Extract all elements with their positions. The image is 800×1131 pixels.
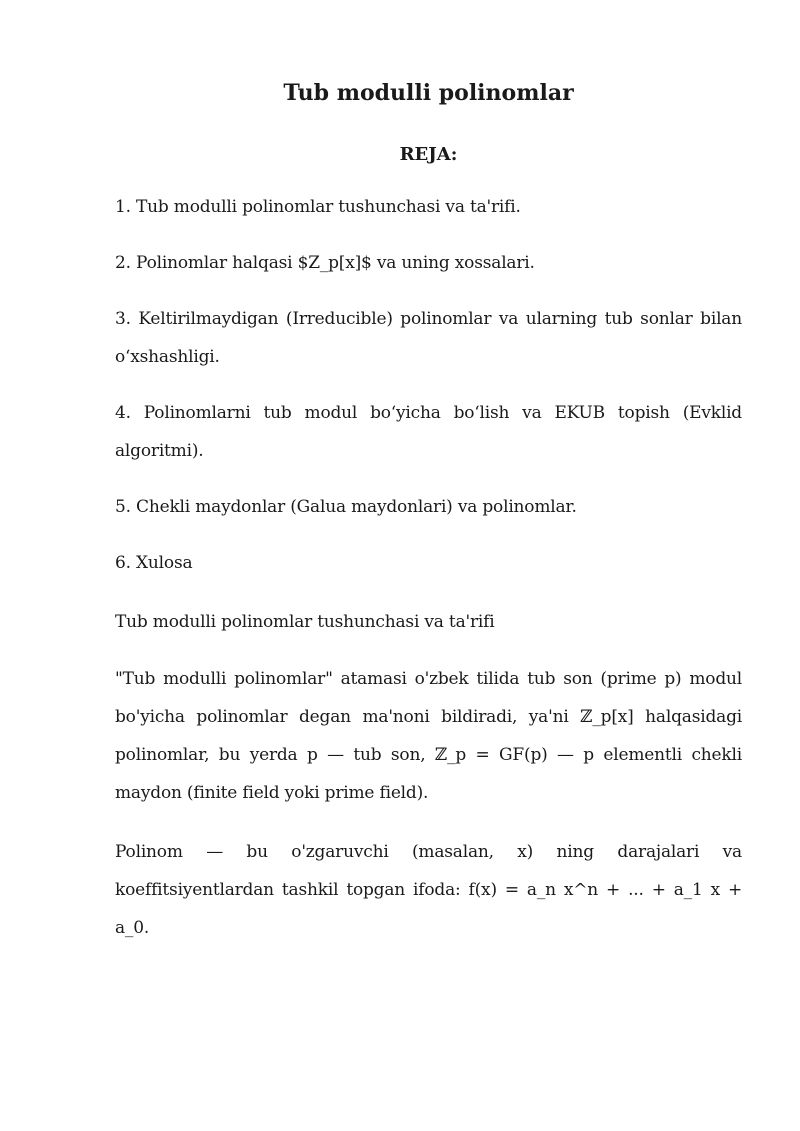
- plan-list: [115, 188, 742, 600]
- plan-item: 5. Chekli maydonlar (Galua maydonlari) va polinomlar.: [115, 497, 577, 517]
- plan-item: 2. Polinomlar halqasi $Z_p[x]$ va uning xossalari.: [115, 253, 535, 273]
- document-title: Tub modulli polinomlar: [283, 80, 574, 106]
- body-paragraph: Polinom — bu o'zgaruvchi (masalan, x) ning darajalari va koeffitsiyentlardan tashkil topgan ifoda: f(x) = a_n x^n + ... + a_1 x + a_0.: [115, 842, 742, 938]
- plan-heading: REJA:: [399, 144, 458, 165]
- plan-item: 1. Tub modulli polinomlar tushunchasi va ta'rifi.: [115, 197, 521, 217]
- plan-item: 4. Polinomlarni tub modul bo‘yicha bo‘lish va EKUB topish (Evklid algoritmi).: [115, 403, 742, 461]
- plan-item: 3. Keltirilmaydigan (Irreducible) polinomlar va ularning tub sonlar bilan o‘xshashligi.: [115, 309, 742, 367]
- plan-item: 6. Xulosa: [115, 553, 193, 573]
- section-heading: Tub modulli polinomlar tushunchasi va ta'rifi: [115, 612, 495, 632]
- body-paragraph: "Tub modulli polinomlar" atamasi o'zbek tilida tub son (prime p) modul bo'yicha polinomlar degan ma'noni bildiradi, ya'ni ℤ_p[x] halqasidagi polinomlar, bu yerda p — tub son, ℤ_p = GF(p) — p elementli chekli maydon (finite field yoki prime field).: [115, 669, 742, 803]
